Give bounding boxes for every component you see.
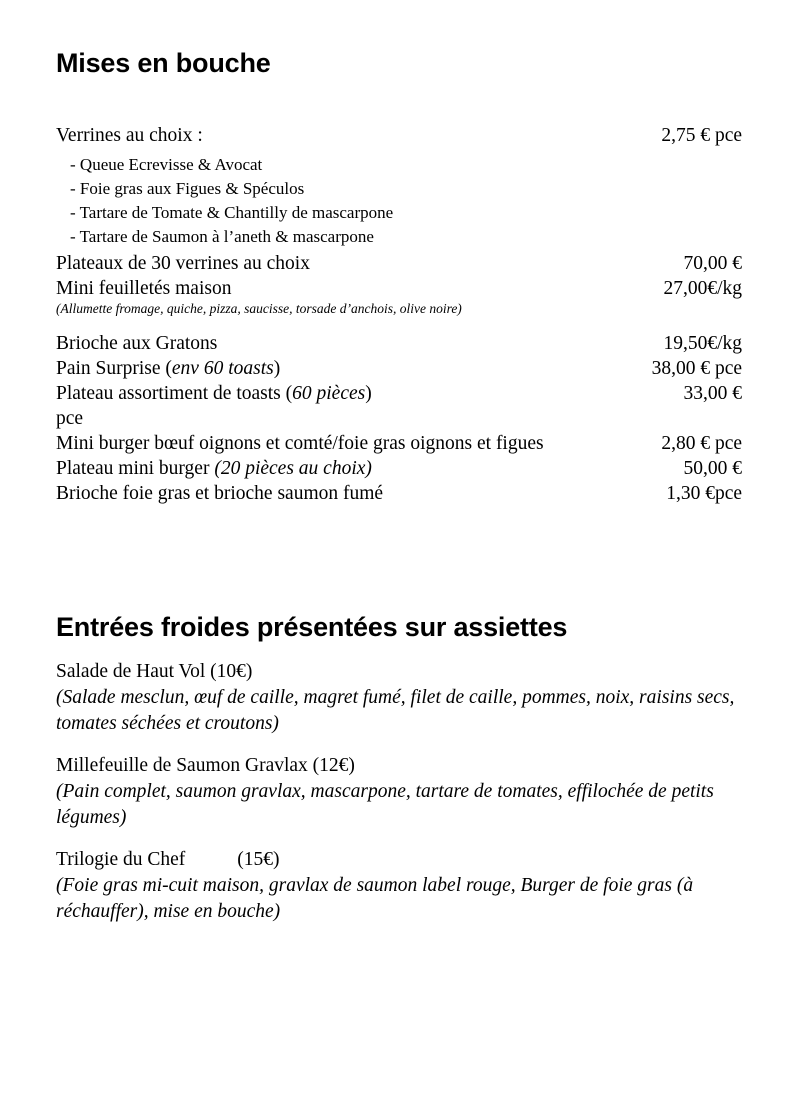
- menu-row-pain-surprise: [56, 356, 742, 381]
- spacer: [56, 97, 742, 123]
- menu-row-plateaux-30-verrines: [56, 251, 742, 276]
- menu-row-verrines: [56, 123, 742, 148]
- page-title-mises-en-bouche: Mises en bouche: [56, 48, 271, 78]
- menu-item-label: [56, 356, 280, 381]
- menu-row-mini-burger: [56, 431, 742, 456]
- entree-description: (Pain complet, saumon gravlax, mascarpone, tartare de tomates, effilochée de petits légumes): [56, 781, 714, 828]
- menu-row-plateau-toasts: [56, 381, 742, 406]
- menu-row-brioche-foie-gras: [56, 481, 742, 506]
- menu-item-label-text: Plateau assortiment de toasts (: [56, 383, 293, 404]
- menu-item-label: Brioche aux Gratons: [56, 333, 218, 354]
- list-item: - Tartare de Tomate & Chantilly de mascarpone: [70, 203, 394, 222]
- menu-item-label: [56, 381, 372, 406]
- spacer: [56, 506, 742, 576]
- menu-item-price: 70,00 €: [683, 253, 742, 274]
- list-item: - Tartare de Saumon à l’aneth & mascarpone: [70, 227, 374, 246]
- menu-row-brioche-gratons: [56, 331, 742, 356]
- mini-feuilletes-note: (Allumette fromage, quiche, pizza, saucisse, torsade d’anchois, olive noire): [56, 301, 462, 316]
- verrines-options-list: [56, 153, 742, 249]
- menu-item-price: 27,00€/kg: [663, 278, 742, 299]
- menu-item-label-detail: 60 pièces: [292, 383, 366, 404]
- list-item: - Queue Ecrevisse & Avocat: [70, 155, 263, 174]
- menu-item-price: 2,75 € pce: [661, 125, 742, 146]
- spacer: [56, 576, 742, 612]
- mises-en-bouche-list: [56, 97, 742, 506]
- menu-item-price: 1,30 €pce: [666, 483, 742, 504]
- menu-item-price: 38,00 € pce: [651, 358, 742, 379]
- entree-title: [56, 847, 742, 873]
- menu-row-mini-feuilletes: [56, 276, 742, 301]
- entree-description: (Foie gras mi-cuit maison, gravlax de saumon label rouge, Burger de foie gras (à réchauffer), mise en bouche): [56, 875, 694, 922]
- spacer: [56, 317, 742, 331]
- entree-title: Salade de Haut Vol (10€): [56, 661, 253, 682]
- list-item: - Foie gras aux Figues & Spéculos: [70, 179, 305, 198]
- menu-item-price: 2,80 € pce: [661, 433, 742, 454]
- entree-item-millefeuille-saumon-gravlax: [56, 753, 742, 831]
- menu-item-label: Brioche foie gras et brioche saumon fumé: [56, 483, 384, 504]
- entree-title: Millefeuille de Saumon Gravlax (12€): [56, 755, 355, 776]
- entree-title-text: Trilogie du Chef: [56, 849, 186, 870]
- menu-item-label: Plateaux de 30 verrines au choix: [56, 253, 310, 274]
- menu-item-label: Verrines au choix :: [56, 125, 203, 146]
- menu-item-label-detail: (20 pièces au choix): [214, 458, 372, 479]
- menu-item-label-text: Plateau mini burger: [56, 458, 215, 479]
- menu-item-price: 33,00 €: [683, 383, 742, 404]
- entree-item-salade-haut-vol: [56, 659, 742, 737]
- menu-item-label-text: Pain Surprise (: [56, 358, 172, 379]
- menu-item-label-detail: env 60 toasts: [171, 358, 274, 379]
- menu-row-plateau-mini-burger: [56, 456, 742, 481]
- menu-item-label: Mini burger bœuf oignons et comté/foie gras oignons et figues: [56, 433, 544, 454]
- menu-item-label-tail: ): [365, 383, 372, 404]
- menu-item-label: [56, 456, 372, 481]
- page-title-entrees-froides: Entrées froides présentées sur assiettes: [56, 612, 568, 642]
- menu-item-label-tail: ): [273, 358, 281, 379]
- menu-item-label: Mini feuilletés maison: [56, 278, 232, 299]
- menu-item-price: 50,00 €: [683, 458, 742, 479]
- entree-title-price: (15€): [237, 849, 280, 870]
- entree-description: (Salade mesclun, œuf de caille, magret fumé, filet de caille, pommes, noix, raisins secs, tomates séchées et croutons): [56, 687, 735, 734]
- entree-item-trilogie-du-chef: [56, 847, 742, 925]
- menu-item-price: 19,50€/kg: [663, 333, 742, 354]
- menu-row-overflow-word: pce: [56, 408, 84, 429]
